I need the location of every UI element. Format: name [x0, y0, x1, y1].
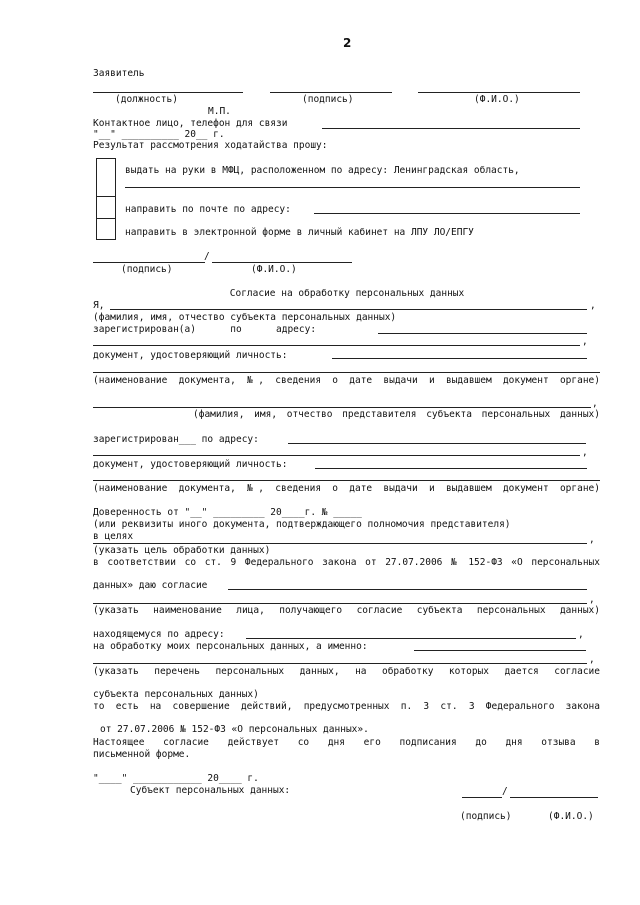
sign-slash: / — [204, 251, 210, 262]
applicant-label: Заявитель — [93, 68, 145, 79]
option-electronic-label: направить в электронной форме в личный кабинет на ЛПУ ЛО/ЕПГУ — [125, 227, 474, 238]
registered-label: зарегистрирован(а) по адресу: — [93, 324, 317, 335]
subject-slash: / — [502, 786, 508, 797]
actions-text-2: от 27.07.2006 № 152-ФЗ «О персональных данных». — [100, 724, 369, 735]
rep-registered-label: зарегистрирован___ по адресу: — [93, 434, 259, 445]
consent-title: Согласие на обработку персональных данных — [229, 288, 465, 299]
id-doc-label: документ, удостоверяющий личность: — [93, 350, 288, 361]
id-doc-line[interactable] — [332, 358, 587, 359]
recipient-caption: (указать наименование лица, получающего согласие субъекта персональных данных) — [93, 605, 600, 616]
applicant-date: "__" __________ 20__ г. — [93, 129, 225, 140]
rep-doc-caption: (наименование документа, №, сведения о дате выдачи и выдавшем документ органе) — [93, 483, 600, 494]
subject-fio-caption: (фамилия, имя, отчество субъекта персональных данных) — [93, 312, 397, 323]
checkbox-electronic[interactable] — [97, 219, 115, 239]
mfc-address-line[interactable] — [125, 187, 580, 188]
subject-signature-line[interactable] — [462, 797, 502, 798]
located-address-line[interactable] — [246, 638, 576, 639]
poa-caption: (или реквизиты иного документа, подтверждающего полномочия представителя) — [93, 519, 511, 530]
signature-line[interactable] — [270, 92, 392, 93]
subject-label: Субъект персональных данных: — [130, 785, 291, 796]
subject-signature-caption: (подпись) — [460, 811, 512, 822]
processing-list-line[interactable] — [414, 650, 586, 651]
rep-id-doc-line-2[interactable] — [93, 480, 600, 481]
rep-id-doc-label: документ, удостоверяющий личность: — [93, 459, 288, 470]
signature-caption: (подпись) — [302, 94, 354, 105]
doc-caption: (наименование документа, №, сведения о дате выдачи и выдавшем документ органе) — [93, 375, 600, 386]
processing-list-line-2[interactable] — [93, 663, 587, 664]
sign-signature-line[interactable] — [93, 262, 205, 263]
recipient-line-2[interactable] — [93, 603, 587, 604]
checkbox-mail[interactable] — [97, 197, 115, 218]
sign-fio-line[interactable] — [212, 262, 352, 263]
subject-fio-caption-2: (Ф.И.О.) — [548, 811, 594, 822]
subject-fio-line-2[interactable] — [510, 797, 598, 798]
subject-fio-line[interactable] — [110, 309, 587, 310]
contact-label: Контактное лицо, телефон для связи — [93, 118, 288, 129]
law-text: в соответствии со ст. 9 Федерального закона от 27.07.2006 № 152-ФЗ «О персональных — [93, 557, 600, 568]
position-line[interactable] — [93, 92, 243, 93]
fio-caption: (Ф.И.О.) — [474, 94, 520, 105]
actions-text: то есть на совершение действий, предусмотренных п. 3 ст. 3 Федерального закона — [93, 701, 600, 712]
contact-line[interactable] — [322, 128, 580, 129]
result-label: Результат рассмотрения ходатайства прошу: — [93, 140, 328, 151]
option-mfc-label: выдать на руки в МФЦ, расположенном по адресу: Ленинградская область, — [125, 165, 520, 176]
purpose-label: в целях — [93, 531, 134, 542]
rep-address-line-2[interactable] — [93, 455, 580, 456]
registered-address-line[interactable] — [378, 333, 587, 334]
consent-date: "____" ____________ 20____ г. — [93, 773, 259, 784]
validity-text-2: письменной форме. — [93, 749, 191, 760]
list-caption: (указать перечень персональных данных, на обработку которых дается согласие — [93, 666, 600, 677]
page-number: 2 — [343, 36, 352, 50]
law-text-2: данных» даю согласие — [93, 580, 208, 591]
rep-id-doc-line[interactable] — [315, 468, 587, 469]
stamp-label: М.П. — [208, 106, 231, 117]
validity-text: Настоящее согласие действует со дня его подписания до дня отзыва в — [93, 737, 600, 748]
position-caption: (должность) — [115, 94, 178, 105]
sign-fio-caption: (Ф.И.О.) — [251, 264, 297, 275]
option-mail-label: направить по почте по адресу: — [125, 204, 291, 215]
recipient-line[interactable] — [228, 589, 587, 590]
id-doc-line-2[interactable] — [93, 372, 600, 373]
sign-signature-caption: (подпись) — [121, 264, 173, 275]
consent-i: Я, — [93, 300, 105, 311]
processing-label: на обработку моих персональных данных, а именно: — [93, 641, 368, 652]
list-caption-2: субъекта персональных данных) — [93, 689, 259, 700]
registered-address-line-2[interactable] — [93, 345, 580, 346]
checkbox-mfc[interactable] — [97, 159, 115, 196]
representative-fio-line[interactable] — [93, 407, 591, 408]
document-page: 2 Заявитель (должность) (подпись) (Ф.И.О.) М.П. Контактное лицо, телефон для связи "__" __________ 20__ г. Результат рассмотрения ходатайства прошу: выдать на руки в МФЦ, расположенном по адресу: Ленинградская область, направить по почте по адресу: направить в электронной форме в личный кабинет на ЛПУ ЛО/ЕПГУ / (подпись) (Ф.И.О.) Согласие на обработку персональных данных Я, , (фамилия, имя, отчество субъекта персональных данных) зарегистрирован(а) по адресу: , документ, удостоверяющий личность: (наименование документа, №, сведения о дате выдачи и выдавшем документ органе) , (фамилия, имя, отчество представителя субъекта персональных данных) зарегистрирован___ по адресу: , документ, удостоверяющий личность: (наименование документа, №, сведения о дате выдачи и выдавшем документ органе) Доверенность от "__" _________ 20____г. № _____ (или реквизиты иного документа, подтверждающего полномочия представителя) в целях , (указать цель обработки данных) в соответствии со ст. 9 Федерального закона от 27.07.2006 № 152-ФЗ «О персональных данных» даю согласие , (указать наименование лица, получающего согласие субъекта персональных данных) находящемуся по адресу: , на обработку моих персональных данных, а именно: , (указать перечень персональных данных, на обработку которых дается согласие субъекта персональных данных) то есть на совершение действий, предусмотренных п. 3 ст. 3 Федерального закона от 27.07.2006 № 152-ФЗ «О персональных данных». Настоящее согласие действует со дня его подписания до дня отзыва в письменной форме. "____" ____________ 20____ г. Субъект персональных данных: / (подпись) (Ф.И.О.) — [0, 0, 640, 905]
purpose-caption: (указать цель обработки данных) — [93, 545, 271, 556]
purpose-line[interactable] — [93, 543, 587, 544]
fio-line[interactable] — [418, 92, 580, 93]
located-label: находящемуся по адресу: — [93, 629, 225, 640]
representative-caption: (фамилия, имя, отчество представителя субъекта персональных данных) — [193, 409, 600, 420]
rep-address-line[interactable] — [288, 443, 586, 444]
mail-address-line[interactable] — [314, 213, 580, 214]
poa-line: Доверенность от "__" _________ 20____г. № _____ — [93, 507, 362, 518]
